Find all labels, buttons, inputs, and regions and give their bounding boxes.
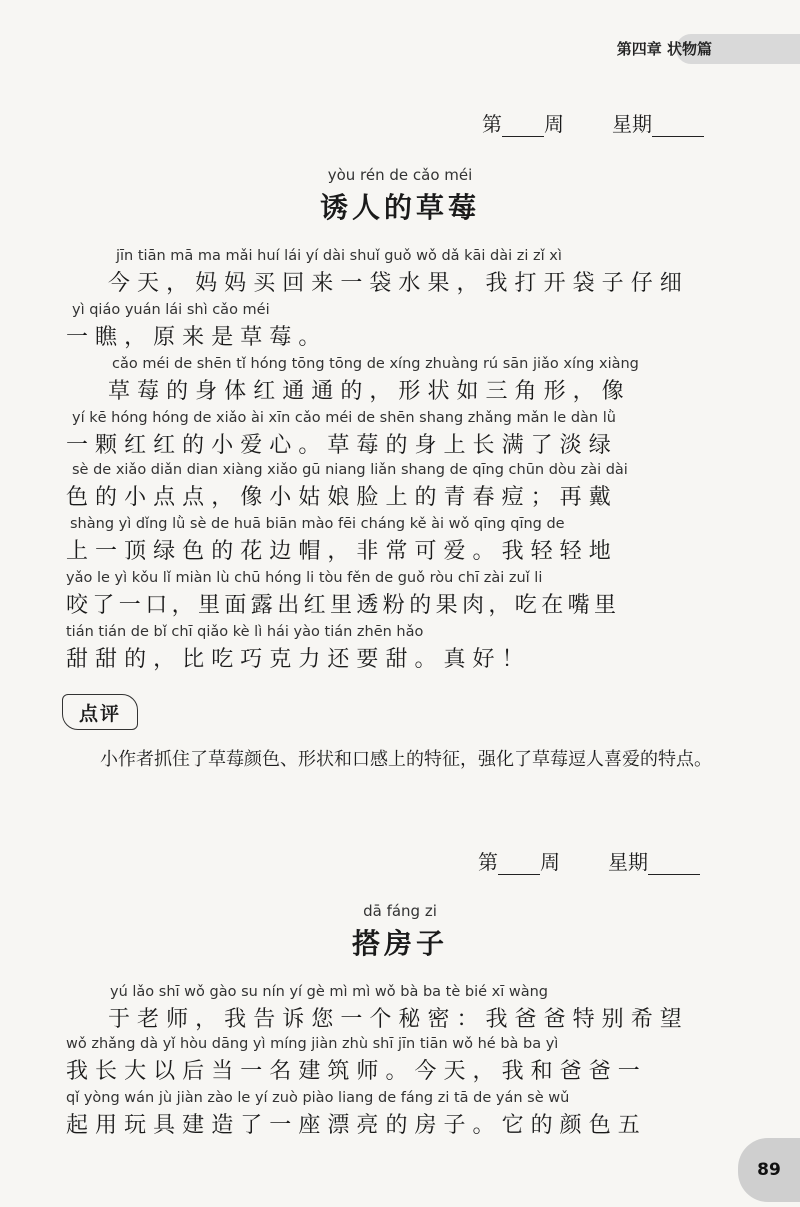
text-line: 草莓的身体红通通的，形状如三角形，像 <box>108 379 631 404</box>
week-zhou: 周 <box>540 850 560 874</box>
text-line: 今天，妈妈买回来一袋水果，我打开袋子仔细 <box>108 271 689 296</box>
weekday-label: 星期 <box>608 850 648 874</box>
chapter-label: 第四章 状物篇 <box>616 40 712 58</box>
week-blank[interactable] <box>502 114 544 137</box>
pinyin-line: wǒ zhǎng dà yǐ hòu dāng yì míng jiàn zhù shī jīn tiān wǒ hé bà ba yì <box>66 1036 559 1052</box>
pinyin-line: yí kē hóng hóng de xiǎo ài xīn cǎo méi de shēn shang zhǎng mǎn le dàn lǜ <box>72 410 616 426</box>
weekday-blank[interactable] <box>652 114 704 137</box>
week-line-2 <box>478 846 700 875</box>
week-di: 第 <box>482 112 502 136</box>
article2-title: 搭房子 <box>351 927 448 960</box>
pinyin-line: tián tián de bǐ chī qiǎo kè lì hái yào tián zhēn hǎo <box>66 624 424 640</box>
pinyin-line: yǎo le yì kǒu lǐ miàn lù chū hóng li tòu fěn de guǒ ròu chī zài zuǐ li <box>66 570 543 586</box>
week-zhou: 周 <box>544 112 564 136</box>
pinyin-line: yú lǎo shī wǒ gào su nín yí gè mì mì wǒ bà ba tè bié xī wàng <box>110 984 548 1000</box>
text-line: 于老师，我告诉您一个秘密：我爸爸特别希望 <box>108 1007 689 1032</box>
comment-text: 小作者抓住了草莓颜色、形状和口感上的特征，强化了草莓逗人喜爱的特点。 <box>100 749 712 770</box>
week-di: 第 <box>478 850 498 874</box>
text-line: 甜甜的，比吃巧克力还要甜。真好！ <box>66 647 531 672</box>
text-line: 我长大以后当一名建筑师。今天，我和爸爸一 <box>66 1059 647 1084</box>
pinyin-line: jīn tiān mā ma mǎi huí lái yí dài shuǐ guǒ wǒ dǎ kāi dài zi zǐ xì <box>116 248 562 264</box>
pinyin-line: shàng yì dǐng lǜ sè de huā biān mào fēi cháng kě ài wǒ qīng qīng de <box>70 516 565 532</box>
weekday-label: 星期 <box>612 112 652 136</box>
pinyin-line: sè de xiǎo diǎn dian xiàng xiǎo gū niang liǎn shang de qīng chūn dòu zài dài <box>72 462 628 478</box>
text-line: 咬了一口，里面露出红里透粉的果肉，吃在嘴里 <box>66 593 621 618</box>
page-number: 89 <box>738 1138 800 1202</box>
text-line: 一瞧，原来是草莓。 <box>66 325 328 350</box>
article1-title-block <box>0 166 800 226</box>
text-line: 上一顶绿色的花边帽，非常可爱。我轻轻地 <box>66 539 618 564</box>
weekday-blank[interactable] <box>648 852 700 875</box>
text-line: 起用玩具建造了一座漂亮的房子。它的颜色五 <box>66 1113 647 1138</box>
text-line: 色的小点点，像小姑娘脸上的青春痘；再戴 <box>66 485 618 510</box>
week-line-1 <box>482 108 704 137</box>
pinyin-line: cǎo méi de shēn tǐ hóng tōng tōng de xíng zhuàng rú sān jiǎo xíng xiàng <box>112 356 639 372</box>
pinyin-line: yì qiáo yuán lái shì cǎo méi <box>72 302 270 318</box>
article1-title: 诱人的草莓 <box>319 191 480 224</box>
comment-badge: 点评 <box>62 694 138 730</box>
text-line: 一颗红红的小爱心。草莓的身上长满了淡绿 <box>66 433 618 458</box>
article2-title-pinyin: dā fáng zi <box>363 902 437 920</box>
article1-title-pinyin: yòu rén de cǎo méi <box>327 166 473 184</box>
pinyin-line: qǐ yòng wán jù jiàn zào le yí zuò piào liang de fáng zi tā de yán sè wǔ <box>66 1090 570 1106</box>
article2-title-block <box>0 902 800 962</box>
week-blank[interactable] <box>498 852 540 875</box>
